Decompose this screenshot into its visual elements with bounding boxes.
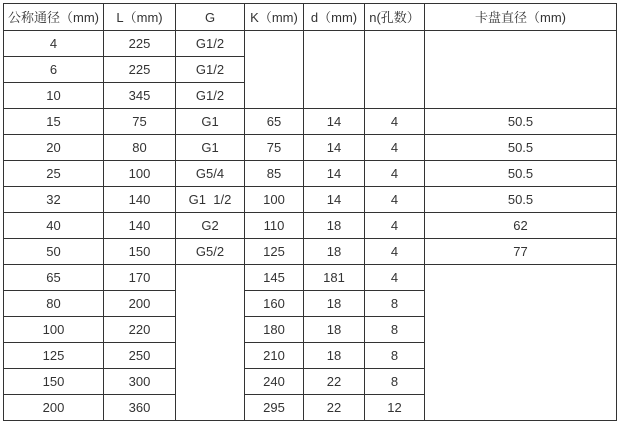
table-cell: 14 [304,135,365,161]
table-cell: 22 [304,369,365,395]
table-row [4,161,617,187]
table-cell: 150 [4,369,104,395]
table-cell: 4 [365,213,425,239]
table-cell: G1 1/2 [176,187,245,213]
column-header-n-holes: n(孔数） [365,4,425,31]
table-cell: G1 [176,135,245,161]
table-cell: 180 [245,317,304,343]
spec-table [3,3,617,421]
table-cell: 62 [425,213,617,239]
table-cell: 200 [104,291,176,317]
column-header-d: d（mm) [304,4,365,31]
table-cell: G1/2 [176,57,245,83]
table-cell: 110 [245,213,304,239]
table-cell: 18 [304,343,365,369]
table-cell: 300 [104,369,176,395]
table-cell: G1/2 [176,31,245,57]
table-cell: 140 [104,187,176,213]
table-cell: 100 [4,317,104,343]
table-cell: 50 [4,239,104,265]
table-cell: 4 [365,265,425,291]
table-cell: 65 [4,265,104,291]
merged-empty-cell-chuck [425,265,617,421]
table-cell: 345 [104,83,176,109]
table-row [4,213,617,239]
merged-empty-cell-n [365,31,425,109]
table-cell: 14 [304,109,365,135]
table-cell: 6 [4,57,104,83]
table-cell: 4 [365,161,425,187]
table-cell: 85 [245,161,304,187]
table-cell: 295 [245,395,304,421]
table-cell: 20 [4,135,104,161]
table-cell: 80 [4,291,104,317]
table-cell: 18 [304,213,365,239]
merged-empty-cell-G [176,265,245,421]
table-cell: G5/2 [176,239,245,265]
table-cell: 25 [4,161,104,187]
table-cell: 8 [365,317,425,343]
merged-empty-cell-d [304,31,365,109]
table-cell: 12 [365,395,425,421]
table-cell: 8 [365,343,425,369]
column-header-L: L（mm) [104,4,176,31]
table-row [4,239,617,265]
table-row [4,265,617,291]
table-cell: 14 [304,187,365,213]
table-cell: 181 [304,265,365,291]
column-header-nominal-diameter: 公称通径（mm) [4,4,104,31]
table-cell: 250 [104,343,176,369]
table-cell: 4 [365,109,425,135]
table-cell: 18 [304,317,365,343]
table-cell: 8 [365,369,425,395]
table-cell: 170 [104,265,176,291]
table-cell: 22 [304,395,365,421]
table-cell: 8 [365,291,425,317]
table-cell: 200 [4,395,104,421]
table-cell: 225 [104,31,176,57]
table-cell: 14 [304,161,365,187]
table-cell: 160 [245,291,304,317]
table-cell: 225 [104,57,176,83]
table-cell: 4 [4,31,104,57]
table-row [4,135,617,161]
table-cell: 210 [245,343,304,369]
table-cell: G2 [176,213,245,239]
table-cell: G1/2 [176,83,245,109]
table-cell: 125 [4,343,104,369]
table-cell: 10 [4,83,104,109]
table-cell: 75 [104,109,176,135]
table-cell: 360 [104,395,176,421]
header-row [4,4,617,31]
column-header-chuck-diameter: 卡盘直径（mm) [425,4,617,31]
table-cell: 80 [104,135,176,161]
table-cell: 4 [365,187,425,213]
table-cell: 100 [104,161,176,187]
table-cell: 4 [365,239,425,265]
table-cell: 50.5 [425,135,617,161]
column-header-K: K（mm) [245,4,304,31]
table-cell: 65 [245,109,304,135]
table-cell: 4 [365,135,425,161]
table-cell: 100 [245,187,304,213]
table-cell: 150 [104,239,176,265]
merged-empty-cell-chuck [425,31,617,109]
merged-empty-cell-K [245,31,304,109]
column-header-G: G [176,4,245,31]
table-cell: 32 [4,187,104,213]
table-cell: 240 [245,369,304,395]
table-cell: 40 [4,213,104,239]
table-row [4,187,617,213]
table-row [4,31,617,57]
table-cell: 50.5 [425,161,617,187]
table-cell: 220 [104,317,176,343]
table-cell: G5/4 [176,161,245,187]
table-cell: 75 [245,135,304,161]
table-cell: 77 [425,239,617,265]
table-cell: 125 [245,239,304,265]
table-cell: 50.5 [425,109,617,135]
table-cell: 50.5 [425,187,617,213]
table-row [4,109,617,135]
table-cell: 145 [245,265,304,291]
table-cell: 140 [104,213,176,239]
table-cell: 18 [304,239,365,265]
table-cell: 18 [304,291,365,317]
table-cell: G1 [176,109,245,135]
table-cell: 15 [4,109,104,135]
